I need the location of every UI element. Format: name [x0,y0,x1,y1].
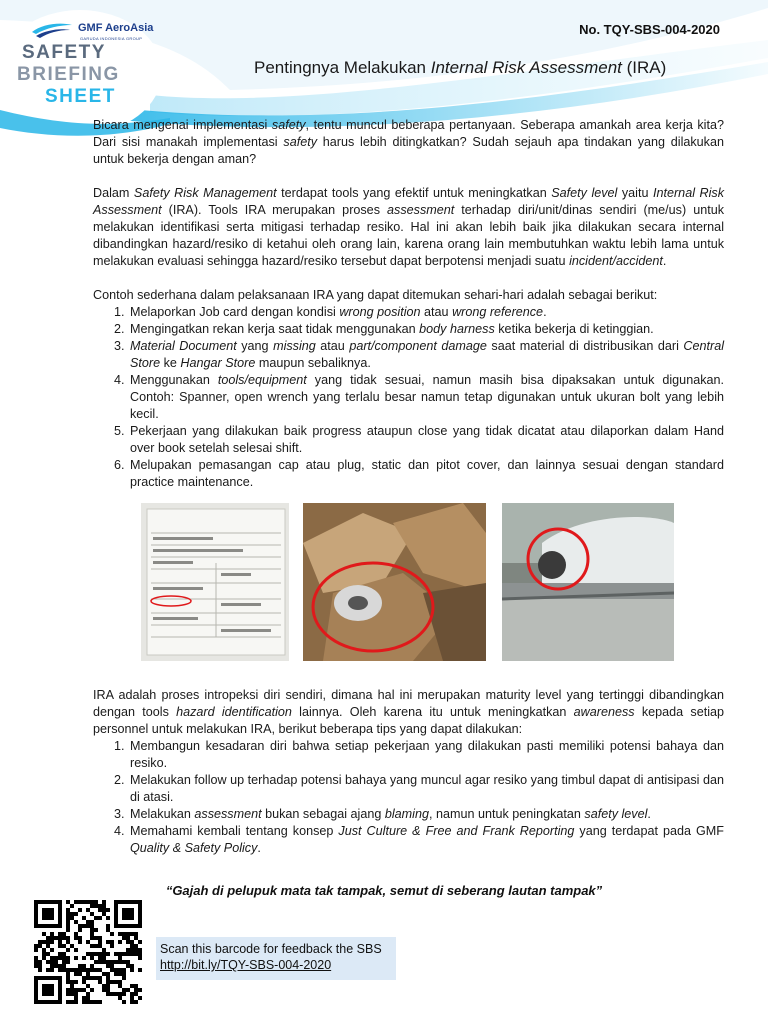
text-run: lainnya. Oleh karena itu untuk meningkatkan [291,705,574,719]
sheet-title-line2: BRIEFING [17,64,120,85]
text-run: atau [315,339,350,353]
text-run: ketika bekerja di ketinggian. [494,322,654,336]
sheet-title-line3: SHEET [45,86,116,107]
list-item [128,457,724,491]
text-run: IRA adalah proses intropeksi diri sendiri, dimana hal ini merupakan maturity level yang tertinggi dibandingkan dengan tools [93,688,724,719]
text-run: harus lebih ditingkatkan? Sudah sejauh apa tindakan yang dilakukan untuk bekerja dengan aman? [93,135,724,166]
gmf-logo-icon [30,22,74,40]
text-run: . [647,807,651,821]
text-run: yang [236,339,274,353]
examples-list [93,304,724,491]
text-run: Quality & Safety Policy [130,841,258,855]
feedback-link[interactable]: http://bit.ly/TQY-SBS-004-2020 [160,958,332,972]
article-body [93,117,724,857]
title-suffix: (IRA) [621,58,667,77]
text-run: Melakukan follow up terhadap potensi bahaya yang muncul agar resiko yang timbul dapat di antisipasi dan di atasi. [130,773,724,804]
text-run: Menggunakan [130,373,218,387]
list-item [128,772,724,806]
list-item [128,806,724,823]
ira-tips-intro [93,687,724,738]
text-run: ke [160,356,181,370]
text-run: body harness [419,322,495,336]
logo-subtext: GARUDA INDONESIA GROUP [80,36,143,41]
text-run: hazard identification [176,705,292,719]
list-item [128,372,724,423]
text-run: safety level [584,807,648,821]
damaged-material-photo [303,503,486,661]
text-run: wrong reference [452,305,544,319]
text-run: . [543,305,547,319]
list-item [128,823,724,857]
text-run: saat material di distribusikan dari [486,339,684,353]
text-run: yang terdapat pada GMF [574,824,724,838]
text-run: assessment [387,203,455,217]
title-italic: Internal Risk Assessment [430,58,622,77]
text-run: Central Store [130,339,725,370]
intro-paragraph [93,117,724,168]
job-card-photo [141,503,289,661]
text-run: awareness [573,705,635,719]
definition-paragraph [93,185,724,270]
text-run: Membangun kesadaran diri bahwa setiap pekerjaan yang dilakukan pasti memiliki potensi bahaya dan resiko. [130,739,724,770]
sheet-title-line1: SAFETY [22,42,106,63]
text-run: Material Document [130,339,237,353]
text-run: assessment [194,807,262,821]
text-run: (IRA). Tools IRA merupakan proses [161,203,388,217]
text-run: terdapat tools yang efektif untuk meningkatkan [276,186,552,200]
text-run: safety [271,118,306,132]
text-run: Memahami kembali tentang konsep [130,824,339,838]
tips-list [93,738,724,857]
text-run: bukan sebagai ajang [261,807,385,821]
text-run: maupun sebaliknya. [255,356,371,370]
text-run: Pekerjaan yang dilakukan baik progress ataupun close yang tidak dicatat atau dilaporkan dalam Hand over book setelah selesai shift. [130,424,724,455]
text-run: Safety level [551,186,618,200]
text-run: part/component damage [349,339,487,353]
text-run: tools/equipment [217,373,307,387]
qr-code-icon[interactable] [34,900,142,1004]
text-run: Internal Risk Assessment [93,186,724,217]
text-run: Melakukan [130,807,195,821]
list-item [128,423,724,457]
text-run: Dalam [93,186,134,200]
title-prefix: Pentingnya Melakukan [254,58,431,77]
page-title [254,58,666,78]
text-run: terhadap diri/unit/dinas sendiri (me/us) untuk melakukan identifikasi serta mitigasi terhadap resiko. Hal ini akan lebih baik jika dilakukan secara internal dibandingkan hazard/resiko di ketahui oleh orang lain, karena orang lain membutuhkan waktu lebih lama untuk melakukan evaluasi sehingga hazard/resiko tersebut dapat berpotensi menjadi suatu [93,203,724,268]
text-run: Hangar Store [180,356,256,370]
list-item [128,738,724,772]
text-run: Melaporkan Job card dengan kondisi [130,305,340,319]
text-run: Melupakan pemasangan cap atau plug, static dan pitot cover, dan lainnya sesuai dengan standard practice maintenance. [130,458,724,489]
text-run: , tentu muncul beberapa pertanyaan. Seberapa amankah area kerja kita? Dari sisi manakah implementasi [93,118,724,149]
text-run: safety [283,135,317,149]
text-run: blaming [384,807,429,821]
examples-intro [93,287,724,304]
list-item [128,304,724,321]
text-run: Just Culture & Free and Frank Reporting [338,824,575,838]
text-run: , namun untuk peningkatan [428,807,585,821]
aircraft-hangar-photo [502,503,674,661]
text-run: yang tidak sesuai, namun masih bisa dipaksakan untuk digunakan. Contoh: Spanner, open wrench yang terlalu besar namun tetap digunakan untuk ukuran bolt yang lebih kecil. [130,373,725,421]
closing-quote: “Gajah di pelupuk mata tak tampak, semut di seberang lautan tampak” [165,883,603,898]
feedback-panel [156,937,396,980]
photo-strip [93,498,724,687]
text-run: . [257,841,261,855]
text-run: Safety Risk Management [133,186,277,200]
text-run: incident/accident [569,254,663,268]
text-run: yaitu [617,186,653,200]
list-item [128,338,724,372]
text-run: Bicara mengenai implementasi [93,118,272,132]
text-run: Contoh sederhana dalam pelaksanaan IRA yang dapat ditemukan sehari-hari adalah sebagai berikut: [93,288,658,302]
text-run: . [662,254,667,268]
text-run: atau [420,305,453,319]
logo-text: GMF AeroAsia [78,22,154,34]
text-run: Mengingatkan rekan kerja saat tidak menggunakan [130,322,420,336]
list-item [128,321,724,338]
text-run: missing [273,339,316,353]
text-run: wrong position [339,305,421,319]
feedback-text: Scan this barcode for feedback the SBS [160,942,382,956]
document-number: No. TQY-SBS-004-2020 [579,22,720,37]
text-run: kepada setiap personnel untuk melakukan IRA, berikut beberapa tips yang dapat dilakukan: [93,705,724,736]
